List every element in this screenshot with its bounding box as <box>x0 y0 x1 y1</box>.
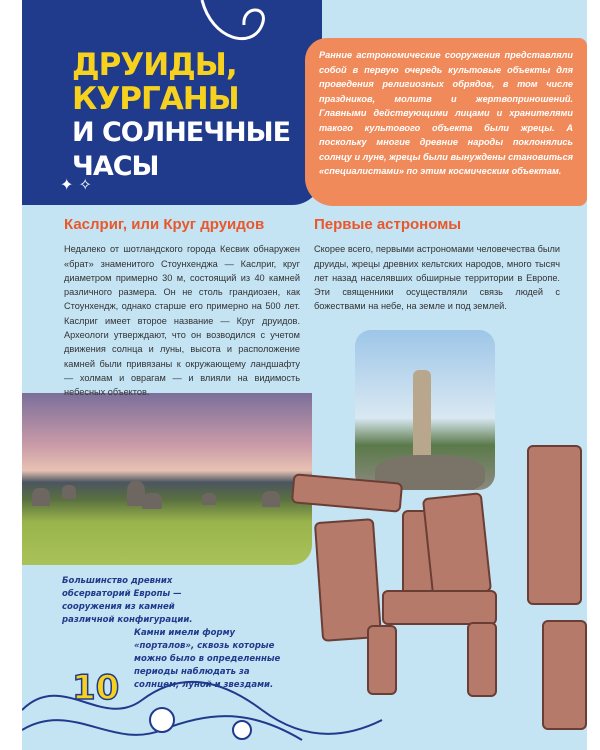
section-heading: Каслриг, или Круг друидов <box>64 216 265 233</box>
castlerigg-photo <box>22 393 312 565</box>
book-page <box>22 0 587 750</box>
title-line: ЧАСЫ <box>72 151 159 182</box>
star-icon: ✦ ✧ <box>60 175 92 194</box>
section-first-astronomers <box>314 218 560 314</box>
title-line: КУРГАНЫ <box>72 81 239 117</box>
title-line: И СОЛНЕЧНЫЕ <box>72 117 291 148</box>
section-body: Недалеко от шотландского города Кесвик обнаружен «брат» знаменитого Стоунхенджа — Каслриг, круг диаметром примерно 30 м, состоящий из 40 камней различного размера. Он не столь грандиозен, как Стоунхендж, однако старше его примерно на 500 лет. Каслриг имеет второе название — Круг друидов. Археологи утверждают, что он возводился с учетом движения солнца и луны, высота и расположение камней были привязаны к окружающему ландшафту — холмам и оврагам — и влияли на видимость небесных объектов. <box>64 244 300 398</box>
photo-caption: Большинство древних обсерваторий Европы — сооружения из камней различной конфигурации. <box>62 576 193 625</box>
stones-caption: Камни имели форму «порталов», сквозь которые можно было в определенные периоды наблюдать за солнцем, луной и звездами. <box>134 628 281 690</box>
section-castlerigg <box>64 218 300 400</box>
intro-box: Ранние астрономические сооружения представляли собой в первую очередь культовые объекты для проведения религиозных обрядов, в том числе праздников, молитв и жертвоприношений. Главными действующими лицами и хранителями такого культового объекта были жрецы. А поскольку многие древние народы поклонялись солнцу и луне, жрецы были вынуждены становиться «специалистами» по этим космическим объектам. <box>305 38 587 206</box>
druid-photo <box>355 330 495 490</box>
page-title <box>72 48 322 184</box>
title-line: ДРУИДЫ, <box>72 47 237 83</box>
section-body: Скорее всего, первыми астрономами человечества были друиды, жрецы древних кельтских народов, много тысяч лет назад населявших обширные территории в Европе. Эти священники осуществляли связь людей с божествами на небе, на земле и под землей. <box>314 244 560 312</box>
page-number: 10 <box>72 668 120 708</box>
section-heading: Первые астрономы <box>314 216 462 233</box>
title-block <box>22 0 322 205</box>
